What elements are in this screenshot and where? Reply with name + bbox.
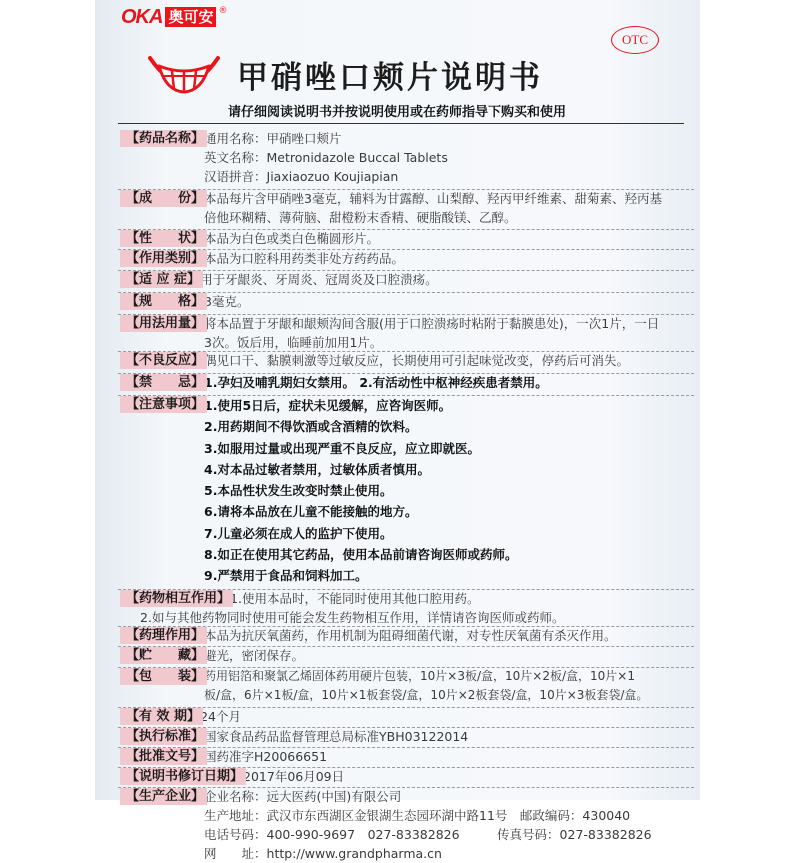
field-line: 企业名称：远大医药(中国)有限公司: [204, 789, 402, 804]
field-line: 英文名称：Metronidazole Buccal Tablets: [204, 150, 448, 165]
brand-logo: [121, 6, 227, 28]
field-label: 【药品名称】: [126, 131, 205, 146]
field-appearance: [124, 229, 694, 249]
field-storage: [124, 646, 694, 667]
field-line: 3毫克。: [204, 294, 250, 309]
field-line: 本品为口腔科用药类非处方药药品。: [204, 251, 405, 266]
field-line: 本品每片含甲硝唑3毫克，辅料为甘露醇、山梨醇、羟丙甲纤维素、甜菊素、羟丙基: [204, 191, 662, 206]
document-subtitle: 请仔细阅读说明书并按说明使用或在药师指导下购买和使用: [228, 105, 567, 120]
logo-latin: OKA: [121, 5, 163, 28]
field-label: 【包 装】: [126, 669, 205, 684]
field-indications: [124, 270, 694, 292]
field-line: 1.孕妇及哺乳期妇女禁用。 2.有活动性中枢神经疾患者禁用。: [204, 375, 548, 390]
field-line: 国药准字H20066651: [204, 749, 328, 764]
field-label: 【作用类别】: [126, 251, 205, 266]
field-category: [124, 249, 694, 270]
field-label: 【适 应 症】: [126, 272, 201, 287]
field-line: 本品为抗厌氧菌药，作用机制为阻碍细菌代谢，对专性厌氧菌有杀灭作用。: [204, 628, 617, 643]
field-approval-number: [124, 747, 694, 767]
field-shelf-life: [124, 707, 694, 727]
field-adverse-reactions: [124, 351, 694, 373]
field-specification: [124, 292, 694, 314]
field-label: 【药物相互作用】: [126, 591, 231, 606]
field-line: 通用名称：甲硝唑口颊片: [204, 131, 342, 146]
field-line: 汉语拼音：Jiaxiaozuo Koujiapian: [204, 169, 399, 184]
field-label: 【禁 忌】: [126, 375, 205, 390]
field-line: 4.对本品过敏者禁用，过敏体质者慎用。: [204, 461, 430, 477]
field-line: 板/盒，6片×1板/盒，10片×1板套袋/盒，10片×2板套袋/盒，10片×3板套袋/盒。: [204, 688, 649, 702]
field-line: 3次。饭后用，临睡前加用1片。: [204, 335, 383, 350]
field-line: 偶见口干、黏膜刺激等过敏反应，长期使用可引起味觉改变，停药后可消失。: [204, 353, 630, 368]
field-line: 1.使用5日后，症状未见缓解，应咨询医师。: [204, 398, 452, 413]
field-label: 【执行标准】: [126, 729, 205, 744]
field-line: 1.使用本品时，不能同时使用其他口腔用药。: [230, 591, 480, 606]
field-line: 国家食品药品监督管理总局标准YBH03122014: [204, 729, 469, 744]
field-manufacturer: [124, 787, 694, 863]
field-line: 3.如服用过量或出现严重不良反应，应立即就医。: [204, 440, 480, 456]
field-interactions: [124, 589, 694, 626]
field-line: 电话号码：400-990-9697 027-83382826 传真号码：027-83382826: [204, 827, 652, 842]
field-line: 药用铝箔和聚氯乙烯固体药用硬片包装，10片×3板/盒，10片×2板/盒，10片×1: [204, 669, 635, 683]
field-label: 【有 效 期】: [126, 709, 201, 724]
field-label: 【性 状】: [126, 231, 205, 246]
field-label: 【贮 藏】: [126, 648, 205, 663]
field-label: 【注意事项】: [126, 397, 205, 412]
field-label: 【生产企业】: [126, 789, 205, 804]
field-line: 9.严禁用于食品和饲料加工。: [204, 568, 368, 584]
field-line: 用于牙龈炎、牙周炎、冠周炎及口腔溃疡。: [200, 272, 438, 287]
field-label: 【药理作用】: [126, 628, 205, 643]
field-line: 2017年06月09日: [243, 769, 345, 784]
field-label: 【用法用量】: [126, 316, 205, 331]
field-contraindications: [124, 373, 694, 395]
field-standard: [124, 727, 694, 747]
field-label: 【成 份】: [126, 191, 205, 206]
field-dosage: [124, 314, 694, 351]
field-line: 本品为白色或类白色椭圆形片。: [204, 231, 380, 246]
field-line: 倍他环糊精、薄荷脑、甜橙粉末香精、硬脂酸镁、乙醇。: [204, 210, 517, 225]
field-label: 【规 格】: [126, 294, 205, 309]
field-list: [124, 129, 694, 863]
header-divider: [118, 123, 684, 124]
logo-chinese: 奥可安: [165, 7, 216, 27]
document-title: 甲硝唑口颊片说明书: [237, 60, 543, 96]
otc-badge: OTC: [611, 26, 659, 54]
field-packaging: [124, 667, 694, 707]
field-pharmacology: [124, 626, 694, 646]
field-line: 2.如与其他药物同时使用可能会发生药物相互作用，详情请咨询医师或药师。: [140, 610, 565, 625]
field-line: 将本品置于牙龈和龈颊沟间含服(用于口腔溃疡时粘附于黏膜患处)，一次1片，一日: [204, 316, 660, 331]
field-label: 【说明书修订日期】: [126, 769, 244, 784]
field-line: 8.如正在使用其它药品，使用本品前请咨询医师或药师。: [204, 547, 518, 563]
field-precautions: [124, 395, 694, 589]
field-revision-date: [124, 767, 694, 787]
field-line: 生产地址：武汉市东西湖区金银湖生态园环湖中路11号 邮政编码：430040: [204, 808, 631, 823]
field-line: 24个月: [200, 709, 241, 724]
field-drug-name: [124, 129, 694, 189]
registered-mark: ®: [218, 6, 228, 16]
field-ingredients: [124, 189, 694, 229]
field-line: 2.用药期间不得饮酒或含酒精的饮料。: [204, 419, 418, 435]
field-line: 7.儿童必须在成人的监护下使用。: [204, 525, 393, 541]
field-line: 避光，密闭保存。: [204, 648, 305, 663]
field-line: 网 址：http://www.grandpharma.cn: [204, 846, 442, 861]
field-line: 5.本品性状发生改变时禁止使用。: [204, 483, 393, 499]
smile-logo-icon: [144, 46, 224, 106]
field-label: 【不良反应】: [126, 353, 205, 368]
field-label: 【批准文号】: [126, 749, 205, 764]
field-line: 6.请将本品放在儿童不能接触的地方。: [204, 504, 418, 520]
